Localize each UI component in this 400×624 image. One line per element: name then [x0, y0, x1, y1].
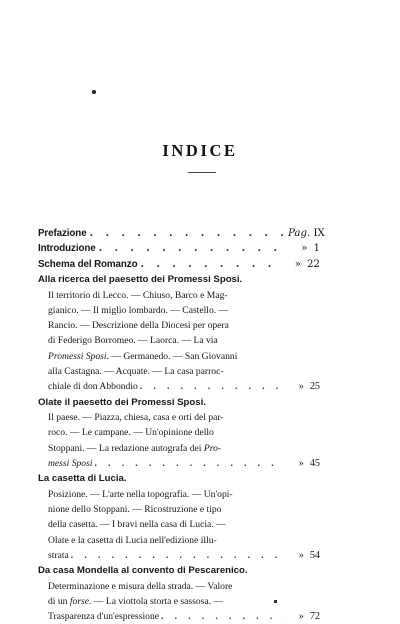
- dot-leader: [137, 257, 284, 272]
- dot-leader: [159, 609, 284, 624]
- summary-line: di Federigo Borromeo. — Laorca. — La via: [48, 335, 218, 347]
- summary-line: della casetta. — I bravi nella casa di Lucia. —: [48, 519, 226, 531]
- summary-line: Il paese. — Piazza, chiesa, casa e orti del par-: [48, 412, 224, 424]
- entry-page: » 54: [298, 549, 320, 561]
- summary-line: Promessi Sposi. — Germanedo. — San Giovanni: [48, 350, 238, 362]
- entry-page: » 25: [298, 381, 320, 393]
- section-heading: La casetta di Lucia.: [38, 473, 127, 485]
- toc-section: [38, 272, 320, 394]
- entry-label: Introduzione: [38, 243, 96, 255]
- section-summary: [38, 579, 320, 624]
- entry-page: » 1: [301, 243, 320, 255]
- summary-line: nione dello Stoppani. — Ricostruzione e tipo: [48, 503, 222, 515]
- dot-leader: [138, 379, 284, 394]
- toc-entry-schema: [38, 257, 320, 272]
- summary-line: roco. — Le campane. — Un'opinione dello: [48, 427, 214, 439]
- entry-page: » 72: [298, 611, 320, 623]
- ink-speck: [274, 600, 277, 603]
- summary-line: Olate e la casetta di Lucia nell'edizione illu-: [48, 534, 217, 546]
- dot-leader: [69, 548, 284, 563]
- summary-line: alla Castagna. — Acquate. — La casa parroc-: [48, 366, 224, 378]
- summary-line: Posizione. — L'arte nella topografia. — Un'opi-: [48, 488, 233, 500]
- dot-leader: [96, 241, 284, 256]
- ink-speck: [92, 90, 96, 94]
- summary-line: di un forse. — La viottola storta e sassosa. —: [48, 595, 224, 607]
- title-rule: [188, 172, 216, 173]
- entry-page: » 22: [294, 258, 320, 270]
- entry-label: Prefazione: [38, 228, 87, 239]
- summary-last-line: chiale di don Abbondio . . . » 25: [48, 379, 320, 394]
- section-summary: [38, 288, 320, 395]
- summary-last-line: Trasparenza d'un'espressione . . . » 72: [48, 609, 320, 624]
- section-summary: [38, 487, 320, 563]
- entry-label: Schema del Romanzo: [38, 258, 138, 270]
- entry-page: Pag. IX: [288, 228, 325, 239]
- summary-line: Rancio. — Descrizione della Diocesi per opera: [48, 320, 229, 332]
- table-of-contents: [38, 226, 325, 624]
- section-heading: Alla ricerca del paesetto dei Promessi Sposi.: [38, 274, 243, 286]
- toc-section: [38, 471, 320, 563]
- summary-line: Il territorio di Lecco. — Chiuso, Barco e Mag-: [48, 289, 228, 301]
- section-heading: Olate il paesetto dei Promessi Sposi.: [38, 396, 206, 408]
- summary-line: Determinazione e misura della strada. — Valore: [48, 580, 233, 592]
- summary-last-line: strata . . . » 54: [48, 548, 320, 563]
- toc-section: [38, 563, 320, 624]
- toc-entry-introduzione: [38, 241, 320, 256]
- page-title: INDICE: [162, 141, 238, 160]
- summary-line: Stoppani. — La redazione autografa dei Pro-: [48, 442, 222, 454]
- entry-page: » 45: [298, 457, 320, 469]
- dot-leader: [93, 456, 284, 471]
- section-heading: Da casa Mondella al convento di Pescarenico.: [38, 565, 248, 577]
- summary-line: gianico. — Il miglio lombardo. — Castello. —: [48, 304, 229, 316]
- toc-section: [38, 395, 320, 472]
- toc-entry-prefazione: [38, 226, 325, 241]
- section-summary: [38, 410, 320, 471]
- dot-leader: [87, 226, 284, 241]
- summary-last-line: messi Sposi . . . » 45: [48, 456, 320, 471]
